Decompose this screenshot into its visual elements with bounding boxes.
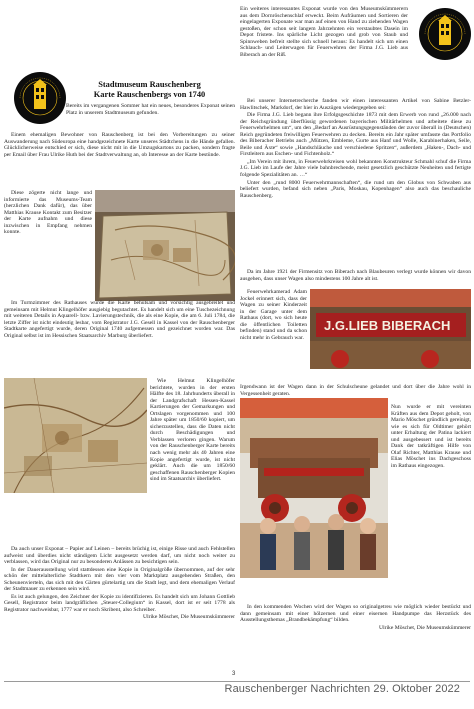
wagon-label-text: J.G.LIEB BIBERACH [324,318,451,333]
article1-signature: Ulrike Möschet, Die Museumskümmerer [143,614,235,621]
article2-paragraph: Da im Jahre 1921 der Firmensitz von Biberach nach Blaubeuren verlegt wurde können wir davon ausgehen, dass unser Wagen also mindestens 100 Jahre alt ist. [240,269,471,282]
article2-restoration-text [391,404,471,470]
article1-body-bottom [4,546,235,622]
article1-body-mid [4,300,235,340]
wagon-team-photo-image [240,398,388,578]
article2-paragraph: Bei unserer Internetrecherche fanden wir einen interessanten Artikel von Sabine Betzler-Hawlitschek, Markdorf, der hier in Auszügen wiedergegeben sei: [240,98,471,111]
newsletter-name: Rauschenberger Nachrichten [224,683,371,695]
map-detail-photo-image [4,378,147,493]
article2-paragraph: Nun wurde er mit vereinten Kräften aus dem Depot geholt, von Mario Möschet gründlich gereinigt, wie es sich für Oldtimer gehört unter Erhaltung der Patina lackiert und ausgebessert und ist bereits Dank der tatkräftigen Hilfe von Olaf Richter, Matthias Krause und Elias Möschet ins Dachgeschoss im Rathaus eingezogen. [391,404,471,469]
article2-paragraph: Irgendwann ist der Wagen dann in der Schulscheune gelandet und dort über die Jahre wohl in Vergessenheit geraten. [240,384,471,397]
article2-paragraph: „Im Verein mit ihrem, in Feuerwehrkreisen wohl bekannten Konstrukteur Schmahl schuf die Firma J.G. Lieb im Laufe der Jahre viele bahnbrechende, meist gesetzlich geschützte Neuheiten und fertigte folgende Spezialitäten an. …“ [240,158,471,179]
wagon-team-photo [240,398,388,578]
map-photo-image [95,190,235,301]
page-number: 3 [232,671,236,677]
intro-text-block [66,103,235,117]
article1-paragraph: In der Dauerausstellung wird stattdessen eine Kopie in Originalgröße übernommen, auf der sehr schön der mittelalterliche Stadtkern mit den vier vom Marktplatz ausgehenden Straßen, den Scheunenvierteln, das sich mit den Gärten gürtelartig um die Stadt legt, und dem ehemaligen Verlauf der Stadtmauer zu erkennen sein wird. [4,566,235,593]
article1-narrow-text [4,190,92,237]
article2-forgotten-text [240,384,471,398]
article-subtitle: Karte Rauschenbergs von 1740 [93,90,206,99]
article1-paragraph: Wie Helmut Klingelhöfer berichtete, wurden in der ersten Hälfte des 18. Jahrhunderts überall in der Landgrafschaft Hessen-Kassel Kartierungen der Gemarkungen und Ortslagen vorgenommen und 100 Jahre später um 1850/60 kopiert, um sicherzustellen, dass die Daten nicht durch Beschädigungen und Verblassen verloren gingen. Warum von der Rauschenberger Karte bereits nach wenig mehr als 40 Jahren eine Kopie angefertigt wurde, ist nicht geklärt. Auch die um 1850/60 geschaffenen Rauschenberger Kopien sind im Staatsarchiv überliefert. [150,378,235,483]
left-column [4,6,235,668]
map-photo [95,190,235,301]
map-detail-photo [4,378,147,493]
museum-logo-right-graphic [419,8,471,60]
footer-divider [4,681,470,682]
article-title-block [64,80,235,100]
museum-logo-right [419,8,471,60]
article1-paragraph: Bereits im vergangenen Sommer hat ein neues, besonderes Exponat seinen Platz in unserem Stadtmuseum gefunden. [66,103,235,116]
article2-memory-text [240,289,307,342]
article2-body-top [240,98,471,200]
newsletter-date: 29. Oktober 2022 [373,683,460,695]
article1-side-text [150,378,235,484]
article1-paragraph: Da auch unser Exponat – Papier auf Leinen – bereits brüchig ist, einige Risse und auch Fehlstellen aufweist und überdies nicht ständigem Licht ausgesetzt werden darf, um nicht noch weiter zu verblassen, wird das Original nur zu besonderen Anlässen zu besichtigen sein. [4,546,235,566]
article1-paragraph: Einem ehemaligen Bewohner von Rauschenberg ist bei den Vorbereitungen zu seiner Auswanderung nach Südeuropa eine handgezeichnete Karte unseres Städtchens in die Hände gefallen. Glücklicherweise entschied er sich, diese nicht mit in die Umzugskartons zu packen, sondern fragte per Email über Frau Ulrike Huth bei der Stadtverwaltung an, ob Interesse an der Karte bestünde. [4,132,235,158]
article2-intro [240,6,408,59]
article1-paragraph: Diese zögerte nicht lange und informierte das Museums-Team (herzlichen Dank dafür), das über Matthias Krause Kontakt zum Besitzer der Karte aufnahm und diese inzwischen in Empfang nehmen konnte. [4,190,92,236]
right-column [240,6,471,668]
article2-signature: Ulrike Möschet, Die Museumskümmerer [379,624,471,631]
article2-paragraph: Feuerwehrkamerad Adam Jockel erinnert sich, dass der Wagen zu seiner Kinderzeit in der Garage unter dem Rathaus (dort, wo sich heute die öffentlichen Toiletten befinden) stand und da schon nicht mehr in Gebrauch war. [240,289,307,341]
article2-paragraph: Unter den „rund 8000 Feuerwehrmannschaften“, die rund um den Globus von Schwaben aus beliefert wurden, befand sich neben „Paris, Moskau, Kopenhagen“ also auch das beschauliche Rauschenberg. [240,179,471,199]
museum-logo-graphic [14,72,66,124]
article-title: Stadtmuseum Rauschenberg [98,80,201,89]
article1-body-top [4,132,235,159]
wagon-label-photo-image [310,289,471,369]
article2-body-bottom [240,604,471,632]
article2-paragraph: Ein weiteres interessantes Exponat wurde von den Museumskümmerern aus dem Dornröschenschlaf erweckt. Beim Aufräumen und Sortieren der eingelagerten Exponate war man auf einen von Hand zu ziehenden Wagen gestoßen, der schon seit langem Jahrzehnten ein verstaubtes Dasein im Depot fristete. Ins spärliche Licht gezogen und grob von Staub und Spinnweben befreit stellte sich schnell heraus: Es handelt sich um einen Schlauch- und Leiterwagen für Feuerwehren der Firma J.G. Lieb aus Biberach an der Riß. [240,6,408,58]
footer-masthead [225,683,460,695]
article2-date-text [240,269,471,283]
museum-logo [14,72,66,124]
article1-paragraph: Im Turmzimmer des Rathauses wurde die Karte behutsam und vorsichtig ausgebreitet und gemeinsam mit Helmut Klingelhöfer ausgiebig begutachtet. Es handelt sich um eine Tuschezeichnung mit weiteren Details in Aquarell- bzw. Lavierungstechnik, die als eine Kopie, die am 6. Juli 1784, die letzte Ziffer ist nicht eindeutig lesbar, vom Registrator J.G. Gesell in Kassel von der Rauschenberger Stadtkarte angefertigt wurde, deren Original 1740 aufgemessen und gezeichnet worden war. Das Original selbst ist im Hessischen Staatsarchiv Marburg überliefert. [4,300,235,339]
article1-paragraph: Es ist auch gelungen, den Zeichner der Kopie zu identifizieren. Es handelt sich um Johann Gottlieb Gesell, Registrator beim landgräflichen „Steuer-Collegium“ in Kassel, dort ist er seit 1778 als Registrator nachweisbar, 1777 war er noch Skribent, also Schreiber. [4,593,235,613]
article2-paragraph: In den kommenden Wochen wird der Wagen so originalgetreu wie möglich wieder bestückt und dann gemeinsam mit einer hölzernen und einer eisernen Handpumpe das Herzstück des Ausstellungsthemas „Brandbekämpfung“ bilden. [240,604,471,624]
wagon-label-photo [310,289,471,369]
article2-paragraph: Die Firma J.G. Lieb begann ihre Erfolgsgeschichte 1873 mit dem Erwerb von rund „26.000 nach der Reichsgründung überflüssig gewordenen bayerischen Militärhelmen und arbeitete diese zu Feuerwehrhelmen um“, um den „Bedarf an Ausrüstungsgegenständen der zuvor überall in (Deutschen) Reich gegründeten freiwilligen Feuerwehren zu decken. Bereits ein Jahr später umfasste das Portfolio des Biberacher Betriebs auch „Mützen, Embleme, Gurte aus Hanf und Wolle, Karabinerhaken, Seile, Beile und Äxte“ sowie „Handschläuche und verschiedene Spritzen“, außerdem „Haken-, Dach- und Firstleitern aus Eschen- und Fichtenholz.“ [240,112,471,158]
